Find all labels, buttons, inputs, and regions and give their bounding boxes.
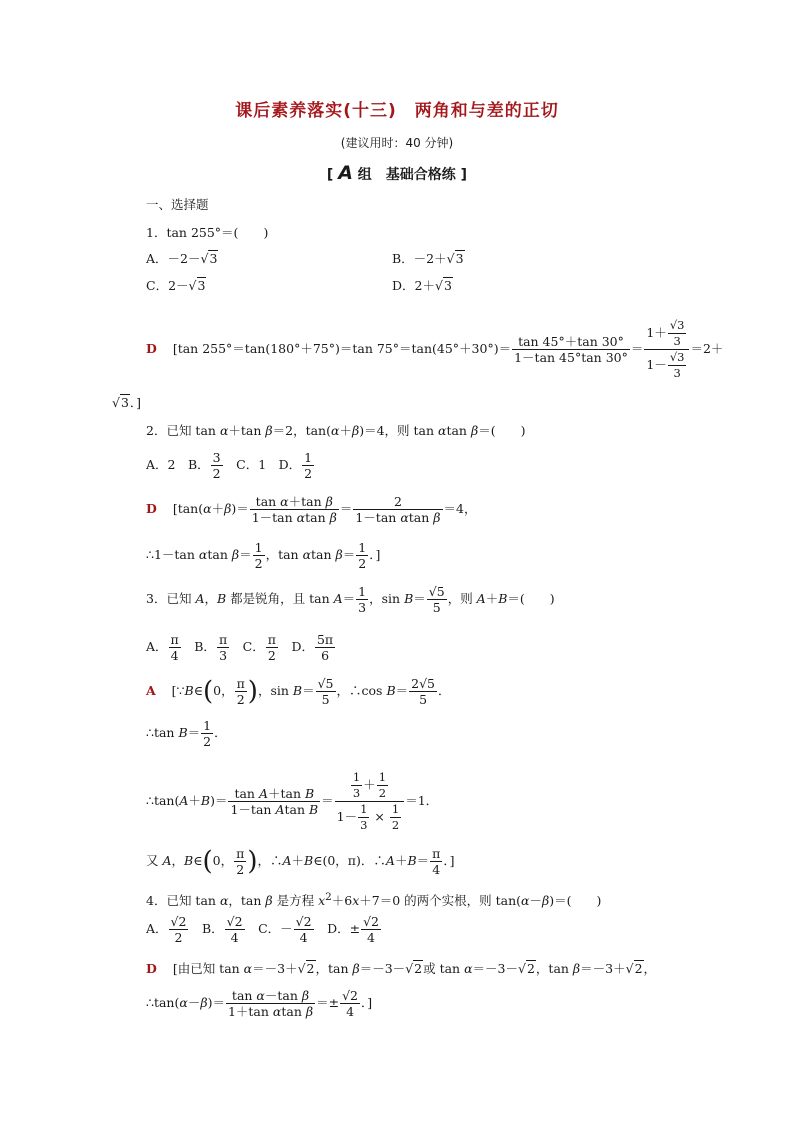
- group-heading: [0, 162, 794, 184]
- q2-options: A．2 B． $\frac{3}{2}$ C．1 D． $\frac{1}{2}$: [146, 450, 313, 481]
- q4-stem: 4．已知 tan α，tan β 是方程 $x^2+6x+7=0$ 的两个实根，则 tan(α－β)＝( ): [146, 891, 602, 909]
- q3-solution: A [∵B∈(0， $\frac{\pi}{2}$ )，sin B＝ $\frac{√5}{5}$ ，∴cos B＝ $\frac{2√5}{5}$ ．: [146, 676, 451, 707]
- q2-stem: 2．已知 tan α＋tan β＝2，tan(α＋β)＝4，则 tan αtan β＝( ): [146, 423, 526, 438]
- page-subtitle: (建议用时：40 分钟): [340, 136, 454, 150]
- q3-answer: A: [146, 683, 156, 698]
- group-bracket-left: [: [326, 167, 339, 183]
- q1-answer: D: [146, 341, 157, 356]
- q3-solution-line2: ∴tan B＝ $\frac{1}{2}$ ．: [146, 718, 227, 749]
- q4-solution-cont: ∴tan(α－β)＝ $\frac{\text{tan α－tan β}}{\text{1＋tan αtan β}}$ ＝± $\frac{√2}{4}$ ．]: [146, 988, 373, 1019]
- q1-option-c: C．2－√3: [146, 278, 206, 293]
- q3-solution-line4: 又 A，B∈(0， $\frac{\pi}{2}$ )，∴A＋B∈(0，π)．∴A＋B＝ $\frac{\pi}{4}$ ．]: [146, 846, 455, 877]
- q1-option-b: B．－2＋√3: [391, 251, 464, 266]
- group-text: 组 基础合格练: [357, 167, 456, 183]
- q1-option-d: D．2＋√3: [391, 278, 452, 293]
- q4-answer: D: [146, 961, 157, 976]
- q1-options-row2: [146, 277, 453, 295]
- q1-solution: D [tan 255°＝tan(180°＋75°)＝tan 75°＝tan(45°＋30°)＝ $\frac{\tan 45^\circ+\tan 30^\circ}{1-\tan 45^\circ\tan 30^\circ}$ ＝ 1＋ $\frac{√3}{3}$ 1－ $\frac{√3}{3}$ ＝2＋: [146, 318, 724, 380]
- section-heading: 一、选择题: [146, 197, 209, 212]
- group-label: A: [338, 162, 353, 184]
- q4-solution: D [由已知 tan α＝－3＋√2，tan β＝－3－√2或 tan α＝－3－√2，tan β＝－3＋√2，: [146, 961, 657, 976]
- q3-stem: 3．已知 A，B 都是锐角，且 tan A＝ $\frac{1}{3}$ ，sin B＝ $\frac{√5}{5}$ ，则 A＋B＝( ): [146, 584, 555, 615]
- page-title: 课后素养落实(十三) 两角和与差的正切: [235, 101, 559, 121]
- q1-options-row1: [146, 250, 465, 268]
- group-bracket-right: ]: [460, 167, 468, 183]
- q3-options: A． $\frac{\pi}{4}$ B． $\frac{\pi}{3}$ C． $\frac{\pi}{2}$ D． $\frac{5\pi}{6}$: [146, 632, 334, 663]
- q1-option-a: A．－2－√3: [146, 251, 218, 266]
- q4-options: A． $\frac{√2}{2}$ B． $\frac{√2}{4}$ C．－ $\frac{√2}{4}$ D．± $\frac{√2}{4}$: [146, 914, 379, 945]
- q3-solution-line3: ∴tan(A＋B)＝ $\frac{\text{tan A＋tan B}}{\text{1－tan Atan B}}$ ＝ $\frac{1}{3}$ ＋ $\frac{1}{2}$ 1－ $\frac{1}{3}$ × $\frac{1}{2}$ ＝1．: [146, 770, 439, 832]
- q2-solution: D [tan(α＋β)＝ $\frac{\text{tan α＋tan β}}{\text{1－tan αtan β}}$ ＝ $\frac{2}{\text{1－tan αtan β}}$ ＝4，: [146, 494, 477, 525]
- q1-solution-cont: √3．]: [112, 395, 142, 410]
- q2-answer: D: [146, 501, 157, 516]
- q2-solution-cont: ∴1－tan αtan β＝ $\frac{1}{2}$ ，tan αtan β＝ $\frac{1}{2}$ ．]: [146, 540, 381, 571]
- q1-stem: 1．tan 255°＝( ): [146, 225, 269, 240]
